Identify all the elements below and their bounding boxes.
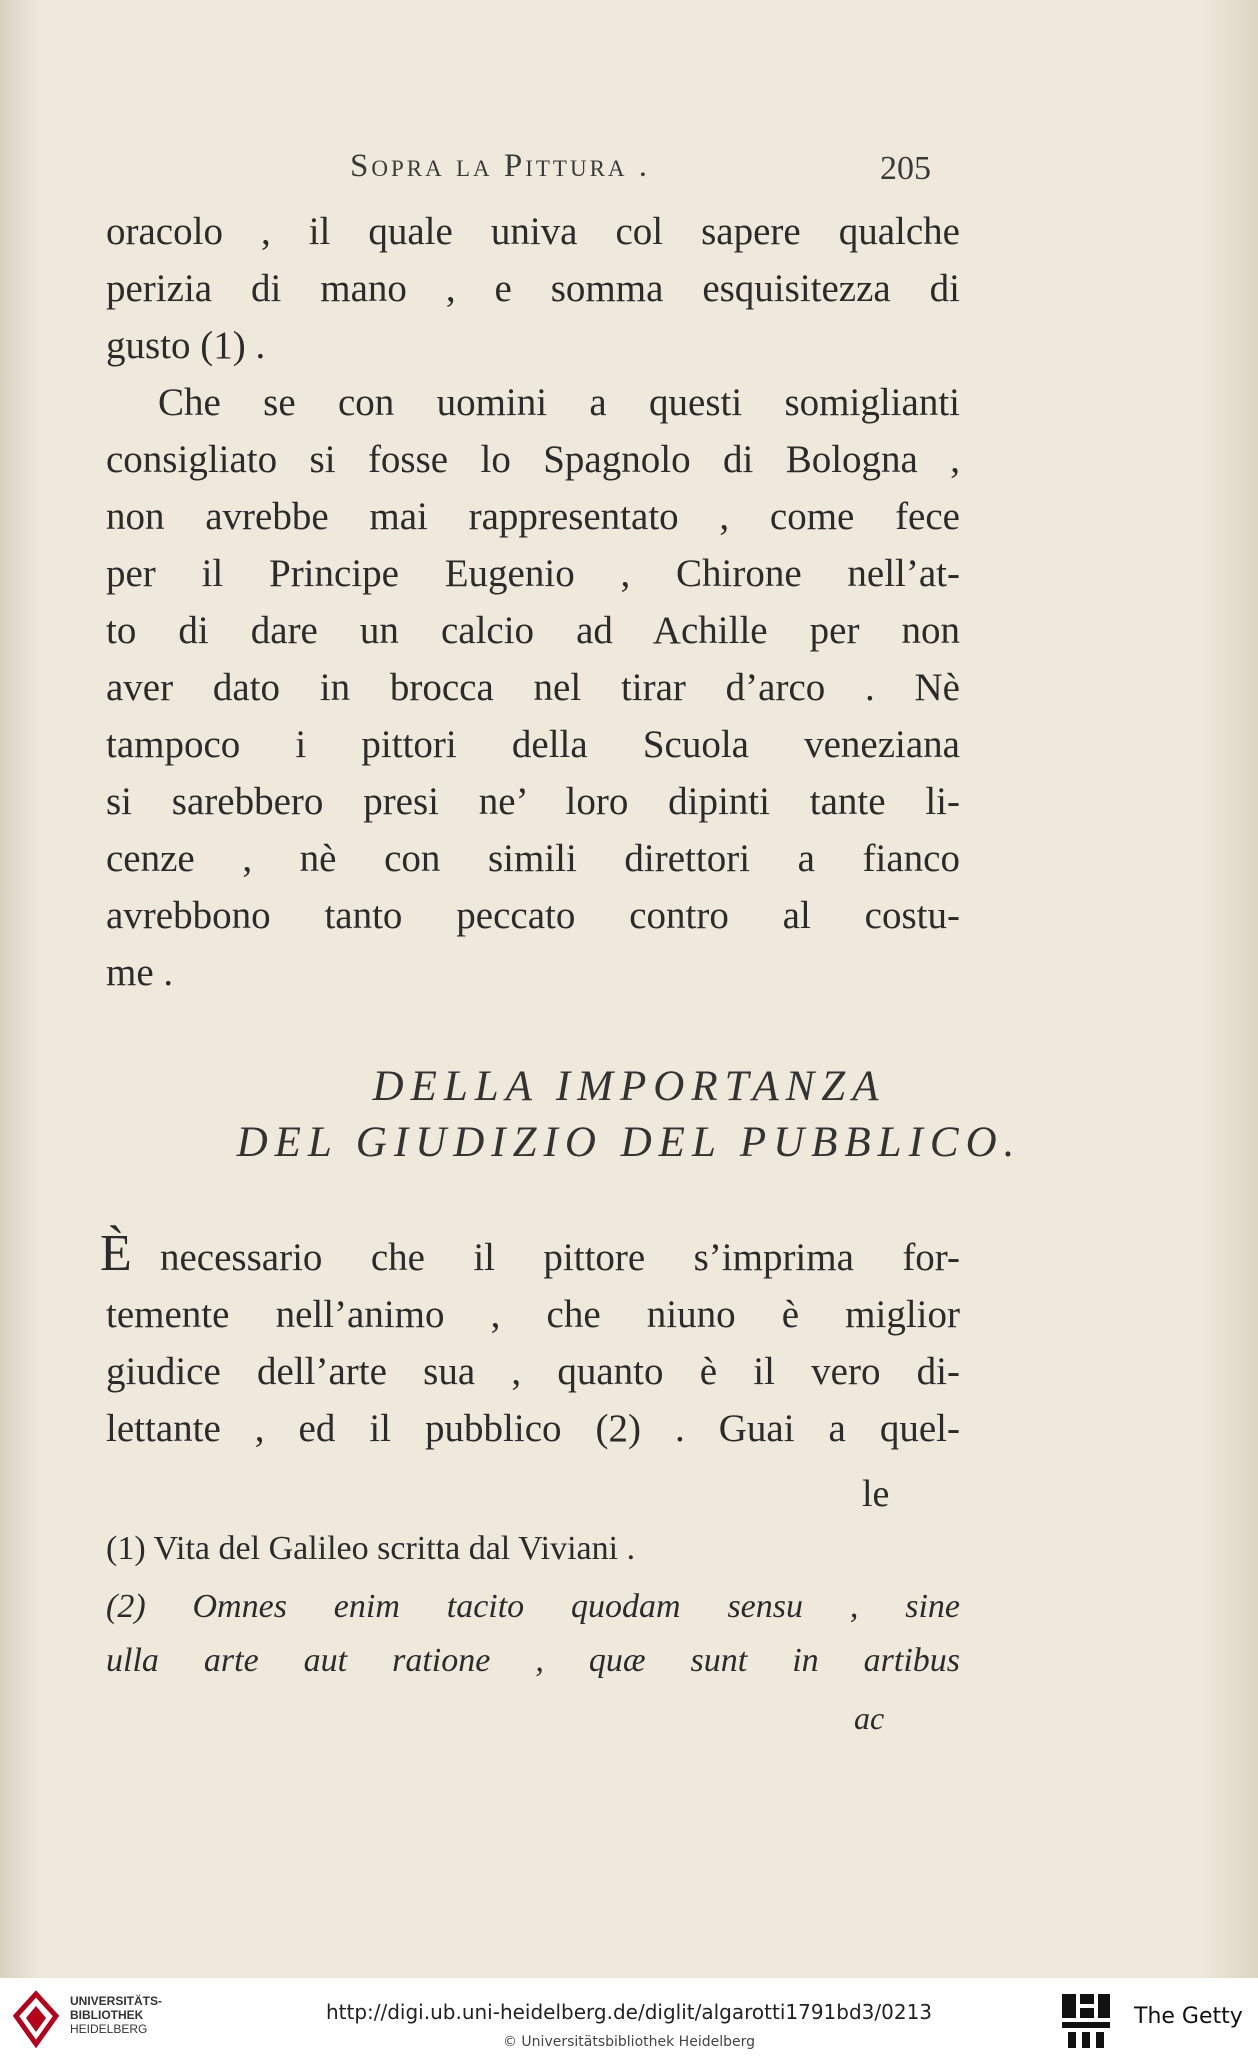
partner-name: The Getty [1134,2004,1243,2029]
text-line: cenze , nè con simili direttori a fianco [106,837,960,880]
text-line: lettante , ed il pubblico (2) . Guai a quel- [106,1407,960,1450]
viewer-footer [0,1978,1258,2068]
text-line: giudice dell’arte sua , quanto è il vero di- [106,1350,960,1393]
footnote-2-line2: ulla arte aut ratione , quæ sunt in artibus [106,1642,960,1679]
page-number: 205 [880,150,931,187]
library-city: HEIDELBERG [70,2022,148,2036]
footnote-1: (1) Vita del Galileo scritta dal Viviani . [106,1530,636,1567]
running-title: Sopra la Pittura . [350,148,651,184]
text-line: tampoco i pittori della Scuola veneziana [106,723,960,766]
getty-logo-icon [1060,1992,1112,2050]
footnote-2-line1: (2) Omnes enim tacito quodam sensu , sine [106,1588,960,1625]
text-line: per il Principe Eugenio , Chirone nell’at- [106,552,960,595]
text-line: to di dare un calcio ad Achille per non [106,609,960,652]
text-line: Che se con uomini a questi somiglianti [158,381,960,424]
text-line: oracolo , il quale univa col sapere qualche [106,210,960,253]
permalink-url[interactable]: http://digi.ub.uni-heidelberg.de/diglit/algarotti1791bd3/0213 [325,2000,933,2024]
text-line: necessario che il pittore s’imprima for- [160,1236,960,1279]
page-edge-shadow [1198,0,1258,1978]
library-name-line2: BIBLIOTHEK [70,2008,144,2022]
text-line: avrebbono tanto peccato contro al costu- [106,894,960,937]
library-name-line1: UNIVERSITÄTS- [70,1994,163,2008]
text-line: gusto (1) . [106,324,266,367]
footnote-catchword: ac [854,1700,885,1736]
catchword: le [862,1473,890,1515]
text-line: temente nell’animo , che niuno è miglior [106,1293,960,1336]
page-gutter-shadow [0,0,40,1978]
copyright-notice: © Universitätsbibliothek Heidelberg [502,2034,755,2050]
text-line: perizia di mano , e somma esquisitezza di [106,267,960,310]
text-line: si sarebbero presi ne’ loro dipinti tante li- [106,780,960,823]
text-line: non avrebbe mai rappresentato , come fece [106,495,960,538]
section-heading-line2: DEL GIUDIZIO DEL PUBBLICO. [236,1119,1022,1166]
initial-letter: È [100,1225,132,1282]
text-line: aver dato in brocca nel tirar d’arco . Nè [106,666,960,709]
text-line: consigliato si fosse lo Spagnolo di Bologna , [106,438,960,481]
section-heading-line1: DELLA IMPORTANZA [372,1063,886,1110]
text-line: me . [106,951,174,994]
